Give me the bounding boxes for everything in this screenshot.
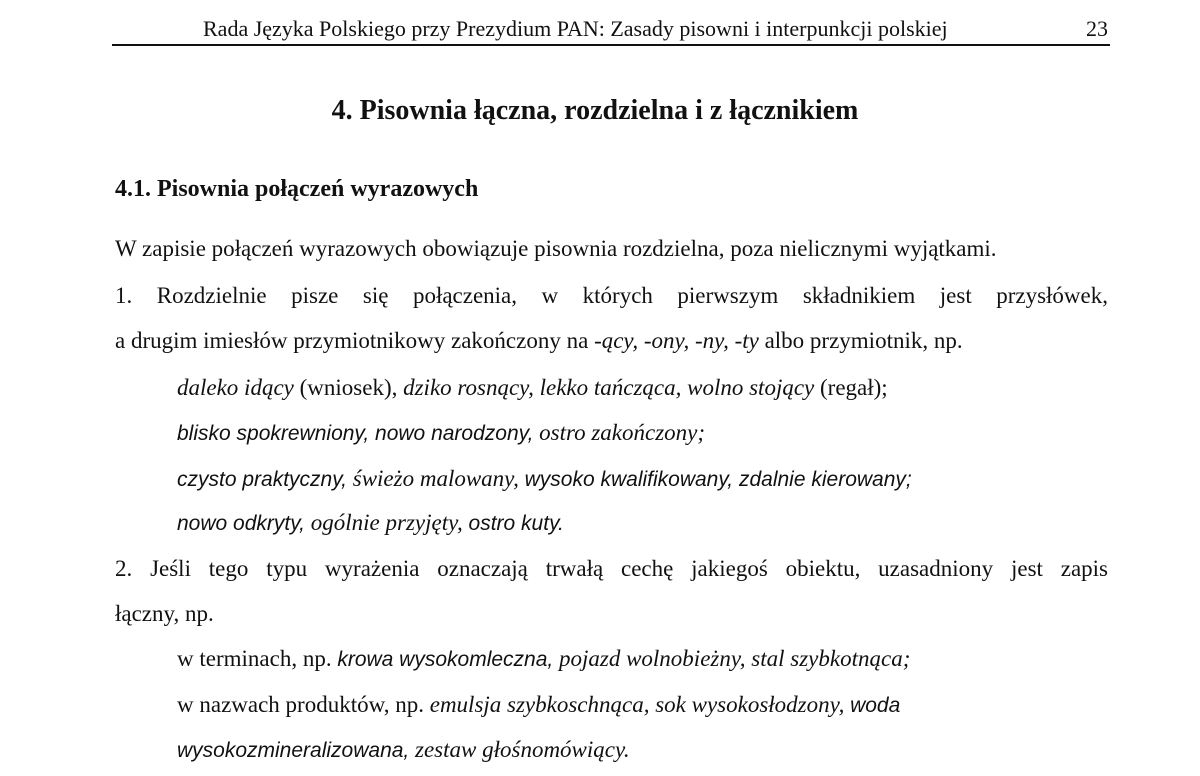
header-title: Rada Języka Polskiego przy Prezydium PAN: Zasady pisowni i interpunkcji polskiej: [203, 16, 948, 41]
rule-1-line-2-prefix: a drugim imiesłów przymiotnikowy zakończony na: [115, 328, 589, 353]
chapter-title: 4. Pisownia łączna, rozdzielna i z łącznikiem: [331, 95, 859, 126]
term-example-a: w terminach, np.: [177, 646, 332, 671]
term-example-b: krowa wysokomleczna,: [337, 648, 554, 671]
example-line-1: [177, 371, 888, 405]
rule-1-line-2: [115, 324, 963, 358]
example-line-4: [177, 506, 564, 541]
example-4-c: ostro kuty.: [468, 512, 564, 535]
example-1-c: dziko rosnący, lekko tańcząca, wolno stojący: [403, 375, 815, 400]
example-3-c: wysoko kwalifikowany, zdalnie kierowany;: [524, 468, 912, 491]
example-3-a: czysto praktyczny,: [177, 468, 347, 491]
example-4-b: ogólnie przyjęty,: [310, 510, 463, 535]
example-2-b: ostro zakończony;: [539, 420, 706, 445]
section-title: 4.1. Pisownia połączeń wyrazowych: [115, 176, 479, 202]
intro-paragraph: W zapisie połączeń wyrazowych obowiązuje pisownia rozdzielna, poza nielicznymi wyjątkami.: [115, 236, 997, 261]
rule-2-line-2: łączny, np.: [115, 601, 214, 626]
product-example-line-2: [177, 733, 630, 768]
rule-1-line-1: 1. Rozdzielnie pisze się połączenia, w których pierwszym składnikiem jest przysłówek,: [115, 283, 1108, 308]
rule-1-line-2-suffix-text: albo przymiotnik, np.: [764, 328, 963, 353]
term-example-c: pojazd wolnobieżny, stal szybkotnąca;: [558, 646, 911, 671]
example-line-2: [177, 416, 705, 451]
product-example-line-1: [177, 688, 900, 723]
example-1-b: (wniosek),: [299, 375, 398, 400]
example-2-a: blisko spokrewniony, nowo narodzony,: [177, 422, 534, 445]
rule-2-line-1: 2. Jeśli tego typu wyrażenia oznaczają trwałą cechę jakiegoś obiektu, uzasadniony jest zapis: [115, 556, 1108, 581]
page-header: [112, 14, 1110, 46]
product-example-a: w nazwach produktów, np.: [177, 692, 424, 717]
product-example-c: woda: [850, 694, 901, 717]
example-3-b: świeżo malowany,: [352, 466, 519, 491]
term-example-line: [177, 642, 910, 677]
example-line-3: [177, 462, 912, 497]
page-number: 23: [1086, 16, 1108, 41]
example-4-a: nowo odkryty,: [177, 512, 305, 535]
product-example-e: zestaw głośnomówiący.: [415, 737, 630, 762]
example-1-a: daleko idący: [177, 375, 294, 400]
rule-1-suffixes: -ący, -ony, -ny, -ty: [594, 328, 759, 353]
product-example-b: emulsja szybkoschnąca, sok wysokosłodzony,: [429, 692, 845, 717]
example-1-d: (regał);: [820, 375, 888, 400]
product-example-d: wysokozmineralizowana,: [177, 739, 410, 762]
